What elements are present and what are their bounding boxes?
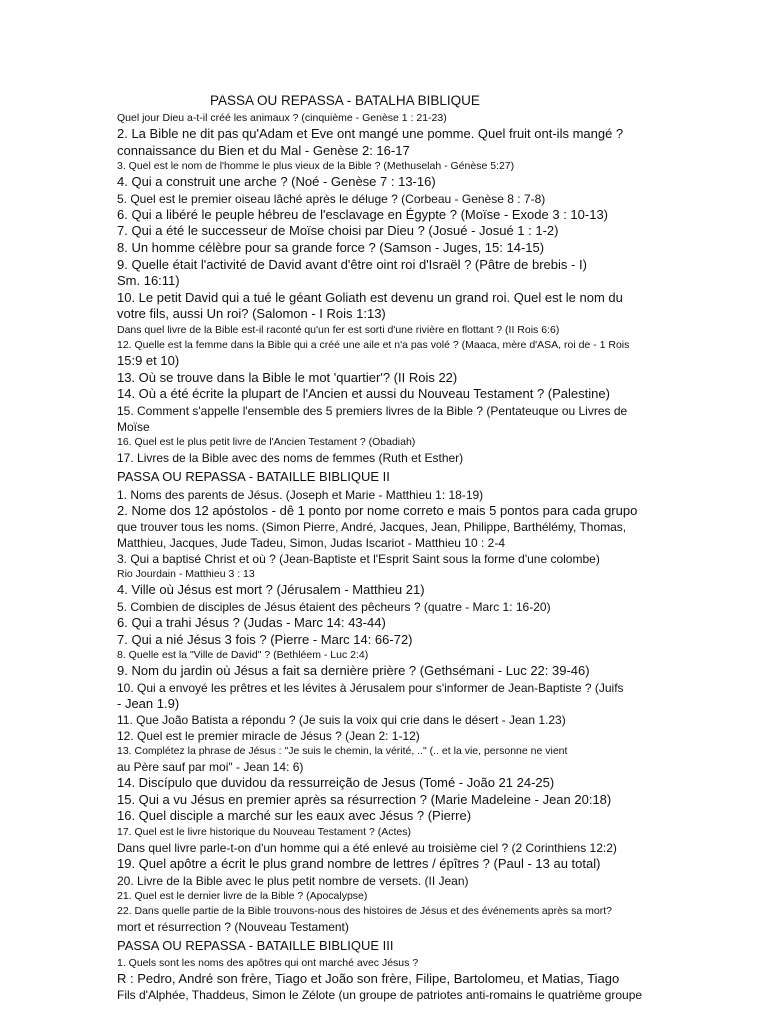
question-line: mort et résurrection ? (Nouveau Testament)	[117, 919, 349, 934]
question-line: Dans quel livre de la Bible est-il raconté qu'un fer est sorti d'une rivière en flottant ? (II Rois 6:6)	[117, 323, 560, 336]
question-line: 1. Quels sont les noms des apôtres qui ont marché avec Jésus ?	[117, 956, 419, 969]
question-line: R : Pedro, André son frère, Tiago et João son frère, Filipe, Bartolomeu, et Matias, Tiago	[117, 970, 620, 986]
question-line: 9. Quelle était l'activité de David avant d'être oint roi d'Israël ? (Pâtre de brebis - I)	[117, 256, 587, 272]
question-line: 16. Quel est le plus petit livre de l'Ancien Testament ? (Obadiah)	[117, 435, 416, 448]
question-line: 10. Qui a envoyé les prêtres et les lévites à Jérusalem pour s'informer de Jean-Baptiste ? (Juifs	[117, 680, 624, 695]
question-line: votre fils, aussi Un roi? (Salomon - I Rois 1:13)	[117, 306, 386, 322]
section-3-title: PASSA OU REPASSA - BATAILLE BIBLIQUE III	[117, 937, 394, 953]
question-line: 14. Où a été écrite la plupart de l'Ancien et aussi du Nouveau Testament ? (Palestine)	[117, 386, 610, 402]
question-line: 7. Qui a été le successeur de Moïse choisi par Dieu ? (Josué - Josué 1 : 1-2)	[117, 223, 559, 239]
section-3-list	[117, 956, 657, 1004]
question-line: 17. Livres de la Bible avec des noms de femmes (Ruth et Esther)	[117, 450, 464, 465]
question-line: connaissance du Bien et du Mal - Genèse 2: 16-17	[117, 142, 410, 158]
question-line: 12. Quel est le premier miracle de Jésus ? (Jean 2: 1-12)	[117, 729, 420, 744]
question-line: 16. Quel disciple a marché sur les eaux avec Jésus ? (Pierre)	[117, 808, 472, 824]
question-line: 5. Combien de disciples de Jésus étaient des pêcheurs ? (quatre - Marc 1: 16-20)	[117, 599, 551, 614]
question-line: Moïse	[117, 419, 150, 434]
question-line: au Père sauf par moi" - Jean 14: 6)	[117, 760, 304, 775]
question-line: 2. La Bible ne dit pas qu'Adam et Eve ont mangé une pomme. Quel fruit ont-ils mangé ?	[117, 126, 624, 141]
question-line: que trouver tous les noms. (Simon Pierre, André, Jacques, Jean, Philippe, Barthélémy, Thomas,	[117, 520, 627, 535]
question-line: 2. Nome dos 12 apóstolos - dê 1 ponto por nome correto e mais 5 pontos para cada grupo	[117, 502, 638, 518]
question-line: Rio Jourdain - Matthieu 3 : 13	[117, 568, 255, 581]
question-line: 9. Nom du jardin où Jésus a fait sa dernière prière ? (Gethsémani - Luc 22: 39-46)	[117, 663, 590, 679]
question-line: Matthieu, Jacques, Jude Tadeu, Simon, Judas Iscariot - Matthieu 10 : 2-4	[117, 536, 505, 551]
question-line: 3. Qui a baptisé Christ et où ? (Jean-Baptiste et l'Esprit Saint sous la forme d'une colombe)	[117, 552, 600, 567]
section-2-title: PASSA OU REPASSA - BATAILLE BIBLIQUE II	[117, 468, 390, 484]
question-line: 10. Le petit David qui a tué le géant Goliath est devenu un grand roi. Quel est le nom du	[117, 289, 623, 305]
question-line: 5. Quel est le premier oiseau lâché après le déluge ? (Corbeau - Genèse 8 : 7-8)	[117, 191, 546, 206]
question-line: 6. Qui a trahi Jésus ? (Judas - Marc 14: 43-44)	[117, 614, 386, 630]
question-line: 8. Un homme célèbre pour sa grande force ? (Samson - Juges, 15: 14-15)	[117, 239, 545, 255]
question-line: Sm. 16:11)	[117, 273, 180, 289]
question-line: Quel jour Dieu a-t-il créé les animaux ? (cinquième - Genèse 1 : 21-23)	[117, 112, 447, 124]
question-line: Dans quel livre parle-t-on d'un homme qui a été enlevé au troisième ciel ? (2 Corinthiens 12:2)	[117, 841, 617, 856]
section-2-list	[117, 487, 657, 935]
question-line: - Jean 1.9)	[117, 695, 180, 711]
question-line: 19. Quel apôtre a écrit le plus grand nombre de lettres / épîtres ? (Paul - 13 au total)	[117, 856, 601, 872]
question-line: Fils d'Alphée, Thaddeus, Simon le Zélote (un groupe de patriotes anti-romains le quatrième groupe	[117, 988, 643, 1003]
question-line: 3. Quel est le nom de l'homme le plus vieux de la Bible ? (Methuselah - Génèse 5:27)	[117, 160, 515, 173]
question-line: 15. Qui a vu Jésus en premier après sa résurrection ? (Marie Madeleine - Jean 20:18)	[117, 791, 612, 807]
question-line: 13. Où se trouve dans la Bible le mot 'quartier'? (II Rois 22)	[117, 369, 458, 385]
question-line: 7. Qui a nié Jésus 3 fois ? (Pierre - Marc 14: 66-72)	[117, 631, 413, 647]
question-line: 17. Quel est le livre historique du Nouveau Testament ? (Actes)	[117, 826, 411, 839]
question-line: 6. Qui a libéré le peuple hébreu de l'esclavage en Égypte ? (Moïse - Exode 3 : 10-13)	[117, 206, 609, 222]
question-line: 8. Quelle est la "Ville de David" ? (Bethléem - Luc 2:4)	[117, 649, 369, 662]
question-line: 15:9 et 10)	[117, 352, 180, 368]
question-line: 13. Complétez la phrase de Jésus : "Je suis le chemin, la vérité, .." (.. et la vie, personne ne vient	[117, 745, 568, 758]
document-page	[117, 92, 657, 1003]
question-line: 14. Discípulo que duvidou da ressurreição de Jesus (Tomé - João 21 24-25)	[117, 775, 555, 791]
question-line: 4. Ville où Jésus est mort ? (Jérusalem - Matthieu 21)	[117, 582, 425, 598]
question-line: 21. Quel est le dernier livre de la Bible ? (Apocalypse)	[117, 889, 368, 902]
page-title: PASSA OU REPASSA - BATALHA BIBLIQUE	[210, 93, 480, 108]
question-line: 12. Quelle est la femme dans la Bible qui a créé une aile et n'a pas volé ? (Maaca, mère d'ASA, roi de - 1 Rois	[117, 338, 630, 351]
question-line: 20. Livre de la Bible avec le plus petit nombre de versets. (II Jean)	[117, 873, 469, 888]
question-line: 1. Noms des parents de Jésus. (Joseph et Marie - Matthieu 1: 18-19)	[117, 487, 484, 502]
question-line: 11. Que João Batista a répondu ? (Je suis la voix qui crie dans le désert - Jean 1.23)	[117, 713, 566, 728]
question-line: 4. Qui a construit une arche ? (Noé - Genèse 7 : 13-16)	[117, 174, 436, 190]
section-1-list	[117, 111, 657, 466]
question-line: 22. Dans quelle partie de la Bible trouvons-nous des histoires de Jésus et des événements après sa mort?	[117, 904, 612, 917]
question-line: 15. Comment s'appelle l'ensemble des 5 premiers livres de la Bible ? (Pentateuque ou Livres de	[117, 403, 628, 418]
